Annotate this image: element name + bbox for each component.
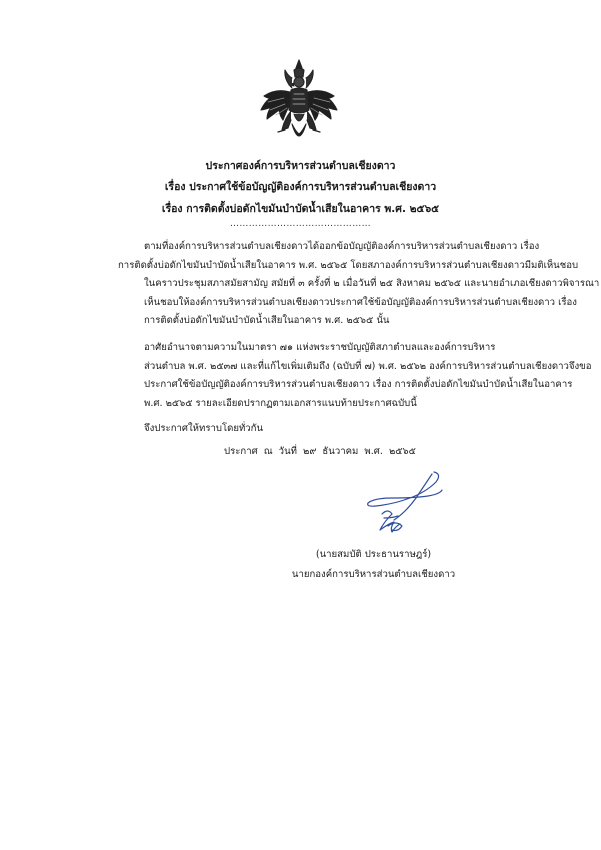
paragraph-1-line: การติดตั้งบ่อดักไขมันบำบัดน้ำเสียในอาคาร พ.ศ. ๒๕๖๕ นั้น <box>144 315 390 326</box>
paragraph-2-line: ส่วนตำบล พ.ศ. ๒๕๓๗ และที่แก้ไขเพิ่มเติมถึง (ฉบับที่ ๗) พ.ศ. ๒๕๖๒ องค์การบริหารส่วนตำบลเชียงดาวจึงขอ <box>144 360 592 372</box>
paragraph-2-line: พ.ศ. ๒๕๖๕ รายละเอียดปรากฏตามเอกสารแนบท้ายประกาศฉบับนี้ <box>144 397 417 409</box>
signer-position: นายกองค์การบริหารส่วนตำบลเชียงดาว <box>291 569 456 580</box>
paragraph-2-line: อาศัยอำนาจตามความในมาตรา ๗๑ แห่งพระราชบัญญัติสภาตำบลและองค์การบริหาร <box>144 342 496 353</box>
subject-line-1: เรื่อง ประกาศใช้ข้อบัญญัติองค์การบริหารส่วนตำบลเชียงดาว <box>164 181 437 193</box>
paragraph-1-line: ตามที่องค์การบริหารส่วนตำบลเชียงดาวได้ออกข้อบัญญัติองค์การบริหารส่วนตำบลเชียงดาว เรื่อง <box>144 241 540 252</box>
signer-name: (นายสมบัติ ประธานราษฎร์) <box>315 549 432 560</box>
paragraph-1-line: เห็นชอบให้องค์การบริหารส่วนตำบลเชียงดาวประกาศใช้ข้อบัญญัติองค์การบริหารส่วนตำบลเชียงดาว เรื่อง <box>144 296 577 308</box>
paragraph-1-line: การติดตั้งบ่อดักไขมันบำบัดน้ำเสียในอาคาร พ.ศ. ๒๕๖๕ โดยสภาองค์การบริหารส่วนตำบลเชียงดาวมีมติเห็นชอบ <box>118 259 579 271</box>
body-paragraph-2 <box>118 339 592 413</box>
garuda-emblem-icon <box>258 58 340 150</box>
paragraph-2-line: ประกาศใช้ข้อบัญญัติองค์การบริหารส่วนตำบลเชียงดาว เรื่อง การติดตั้งบ่อดักไขมันบำบัดน้ำเสียในอาคาร <box>144 379 573 390</box>
announcement-title: ประกาศองค์การบริหารส่วนตำบลเชียงดาว <box>205 160 396 172</box>
paragraph-1-line: ในคราวประชุมสภาสมัยสามัญ สมัยที่ ๓ ครั้งที่ ๒ เมื่อวันที่ ๒๕ สิงหาคม ๒๕๖๕ และนายอำเภอเชียงดาวพิจารณา <box>144 278 600 289</box>
announcement-date: ประกาศ ณ วันที่ ๒๙ ธันวาคม พ.ศ. ๒๕๖๕ <box>224 446 416 457</box>
dotted-separator: ……………………………………… <box>230 219 371 229</box>
handwritten-signature <box>362 468 448 546</box>
subject-line-2: เรื่อง การติดตั้งบ่อดักไขมันบำบัดน้ำเสียในอาคาร พ.ศ. ๒๕๖๕ <box>161 203 440 215</box>
body-paragraph-1 <box>118 238 600 331</box>
notice-statement: จึงประกาศให้ทราบโดยทั่วกัน <box>144 423 264 434</box>
